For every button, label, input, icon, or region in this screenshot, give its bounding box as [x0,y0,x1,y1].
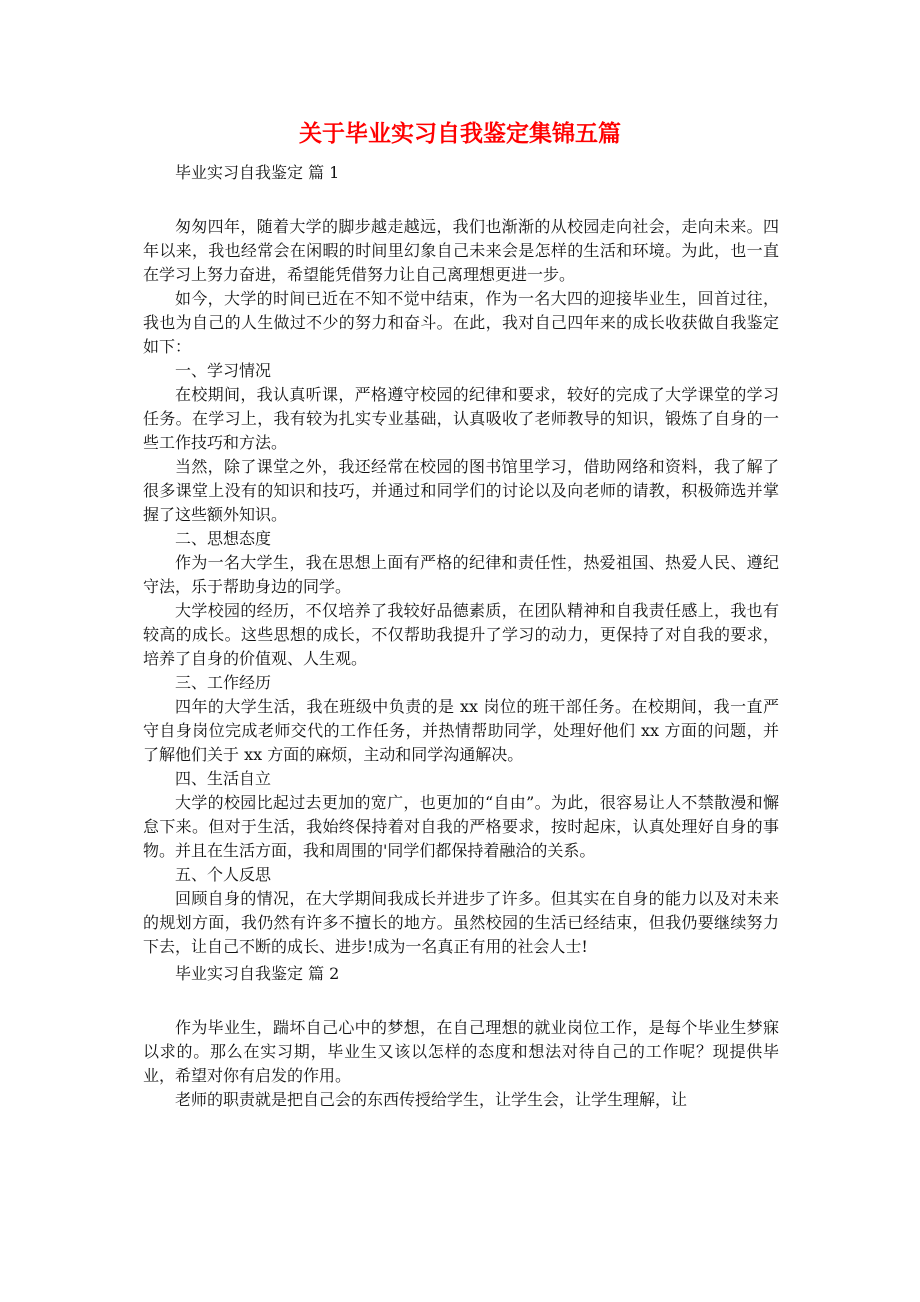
paragraph: 大学的校园比起过去更加的宽广，也更加的“自由”。为此，很容易让人不禁散漫和懈怠下来。但对于生活，我始终保持着对自我的严格要求，按时起床，认真处理好自身的事物。并且在生活方面，我和周围的'同学们都保持着融洽的关系。 [143,793,779,860]
paragraph: 四年的大学生活，我在班级中负责的是 xx 岗位的班干部任务。在校期间，我一直严守自身岗位完成老师交代的工作任务，并热情帮助同学，处理好他们 xx 方面的问题，并了解他们关于 xx 方面的麻烦，主动和同学沟通解决。 [143,697,779,764]
paragraph: 在校期间，我认真听课，严格遵守校园的纪律和要求，较好的完成了大学课堂的学习任务。在学习上，我有较为扎实专业基础，认真吸收了老师教导的知识，锻炼了自身的一些工作技巧和方法。 [143,385,779,452]
article-2-heading: 毕业实习自我鉴定 篇 2 [175,964,340,983]
document-body [143,158,779,1112]
paragraph: 匆匆四年，随着大学的脚步越走越远，我们也渐渐的从校园走向社会，走向未来。四年以来，我也经常会在闲暇的时间里幻象自己未来会是怎样的生活和环境。为此，也一直在学习上努力奋进，希望能凭借努力让自己离理想更进一步。 [143,217,779,284]
paragraph: 如今，大学的时间已近在不知不觉中结束，作为一名大四的迎接毕业生，回首过往，我也为自己的人生做过不少的努力和奋斗。在此，我对自己四年来的成长收获做自我鉴定如下： [143,289,779,356]
paragraph: 作为毕业生，踹坏自己心中的梦想，在自己理想的就业岗位工作，是每个毕业生梦寐以求的。那么在实习期，毕业生又该以怎样的态度和想法对待自己的工作呢？现提供毕业，希望对你有启发的作用。 [143,1018,779,1085]
section-heading-attitude: 二、思想态度 [175,529,272,548]
section-heading-life: 四、生活自立 [175,769,272,788]
paragraph: 当然，除了课堂之外，我还经常在校园的图书馆里学习，借助网络和资料，我了解了很多课堂上没有的知识和技巧，并通过和同学们的讨论以及向老师的请教，积极筛选并掌握了这些额外知识。 [143,457,779,524]
spacer [143,986,779,1010]
section-heading-reflection: 五、个人反思 [175,865,272,884]
paragraph: 大学校园的经历，不仅培养了我较好品德素质，在团队精神和自我责任感上，我也有较高的成长。这些思想的成长，不仅帮助我提升了学习的动力，更保持了对自我的要求，培养了自身的价值观、人生观。 [143,601,779,668]
paragraph: 老师的职责就是把自己会的东西传授给学生，让学生会，让学生理解，让 [175,1090,688,1109]
spacer [143,185,779,209]
document-title: 关于毕业实习自我鉴定集锦五篇 [299,120,621,147]
article-1-heading: 毕业实习自我鉴定 篇 1 [175,163,340,182]
paragraph: 回顾自身的情况，在大学期间我成长并进步了许多。但其实在自身的能力以及对未来的规划方面，我仍然有许多不擅长的地方。虽然校园的生活已经结束，但我仍要继续努力下去，让自己不断的成长、进步!成为一名真正有用的社会人士! [143,889,779,956]
section-heading-study: 一、学习情况 [175,361,272,380]
paragraph: 作为一名大学生，我在思想上面有严格的纪律和责任性，热爱祖国、热爱人民、遵纪守法，乐于帮助身边的同学。 [143,553,779,596]
section-heading-work: 三、工作经历 [175,673,272,692]
